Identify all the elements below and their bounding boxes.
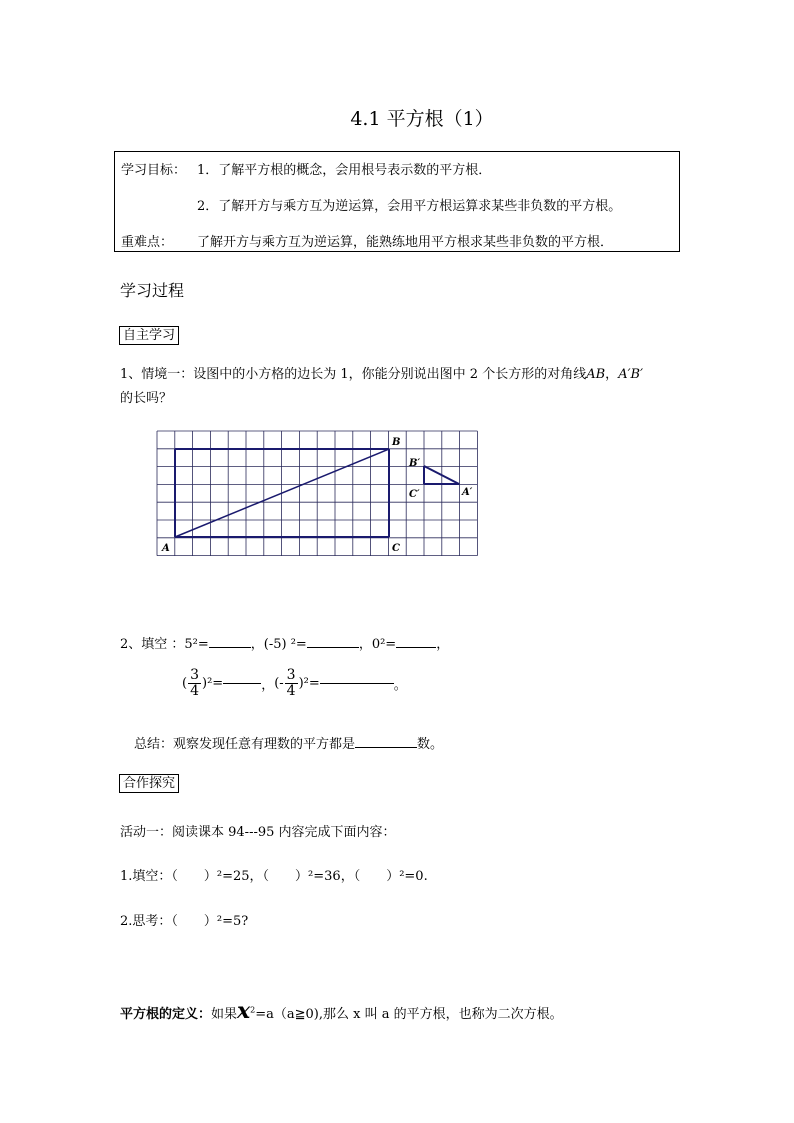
fraction-three-quarters xyxy=(188,668,201,699)
term-0-squared: ，0²= xyxy=(358,637,397,652)
question-1-line-1 xyxy=(120,363,643,382)
think-question: 2.思考：（ ）²=5? xyxy=(120,914,249,929)
fraction-neg-three-quarters xyxy=(285,668,298,699)
blank-2[interactable] xyxy=(307,647,359,648)
label-b: B xyxy=(392,437,401,448)
learning-goals-box xyxy=(114,151,680,252)
summary-prefix: 总结：观察发现任意有理数的平方都是 xyxy=(134,737,356,752)
process-heading: 学习过程 xyxy=(120,281,185,300)
fraction-numerator: 3 xyxy=(190,667,199,683)
comma: ， xyxy=(605,367,619,382)
summary-blank[interactable] xyxy=(355,747,417,748)
paren-open: ( xyxy=(182,676,188,691)
exponent-2: 2 xyxy=(250,1005,256,1015)
summary-suffix: 数。 xyxy=(417,737,444,752)
paren-close-squared: )²= xyxy=(202,676,224,691)
key-points-label: 重难点： xyxy=(121,235,174,250)
label-c: C xyxy=(392,543,400,554)
summary xyxy=(134,733,443,752)
variable-x: x xyxy=(237,998,251,1024)
section-cooperative: 合作探究 xyxy=(119,774,179,793)
term-neg5-squared: ，(-5) ²= xyxy=(250,637,307,652)
label-a: A xyxy=(162,543,170,554)
blank-1[interactable] xyxy=(209,647,251,648)
goal-item-2: 2．了解开方与乘方互为逆运算，会用平方根运算求某些非负数的平方根。 xyxy=(197,199,622,214)
definition xyxy=(120,998,563,1024)
question-2-line-1 xyxy=(120,633,449,652)
comma: ， xyxy=(261,678,275,693)
section-self-study: 自主学习 xyxy=(119,326,179,345)
definition-text: =a（a≧0),那么 x 叫 a 的平方根，也称为二次方根。 xyxy=(255,1007,563,1022)
fraction-denominator: 4 xyxy=(286,683,296,699)
blank-4[interactable] xyxy=(223,683,261,684)
diagonal-a-prime-b-prime: A′B′ xyxy=(618,367,644,382)
grid-figure xyxy=(150,425,482,560)
definition-pre: 如果 xyxy=(211,1007,238,1022)
page-title: 4.1 平方根（1） xyxy=(350,108,494,130)
definition-label: 平方根的定义： xyxy=(120,1007,212,1022)
blank-3[interactable] xyxy=(396,647,436,648)
blank-5[interactable] xyxy=(320,683,394,684)
question-1-line-2: 的长吗？ xyxy=(120,391,173,406)
comma: ， xyxy=(436,637,450,652)
question-2-prefix: 2、填空 ： xyxy=(120,637,185,652)
goal-item-1: 1．了解平方根的概念，会用根号表示数的平方根． xyxy=(197,163,492,178)
label-c-prime: C′ xyxy=(409,489,420,500)
term-5-squared: 5²= xyxy=(184,637,209,652)
key-points-text: 了解开方与乘方互为逆运算，能熟练地用平方根求某些非负数的平方根． xyxy=(197,235,614,250)
label-a-prime: A′ xyxy=(462,487,473,498)
activity-one: 活动一：阅读课本 94---95 内容完成下面内容： xyxy=(120,825,396,840)
question-1-text: 1、情境一：设图中的小方格的边长为 1，你能分别说出图中 2 个长方形的对角线 xyxy=(120,367,587,382)
fraction-numerator: 3 xyxy=(286,667,296,683)
fraction-denominator: 4 xyxy=(190,683,199,699)
diagonal-ab: AB xyxy=(586,367,606,382)
fill-in-question: 1.填空：（ ）²=25，（ ）²=36，（ ）²=0. xyxy=(120,869,428,884)
period: 。 xyxy=(393,678,407,693)
question-2-line-2 xyxy=(182,668,407,699)
paren-close-squared: )²= xyxy=(298,676,320,691)
goals-label: 学习目标： xyxy=(121,163,187,178)
paren-open-negative: (- xyxy=(274,676,284,691)
label-b-prime: B′ xyxy=(409,458,421,469)
